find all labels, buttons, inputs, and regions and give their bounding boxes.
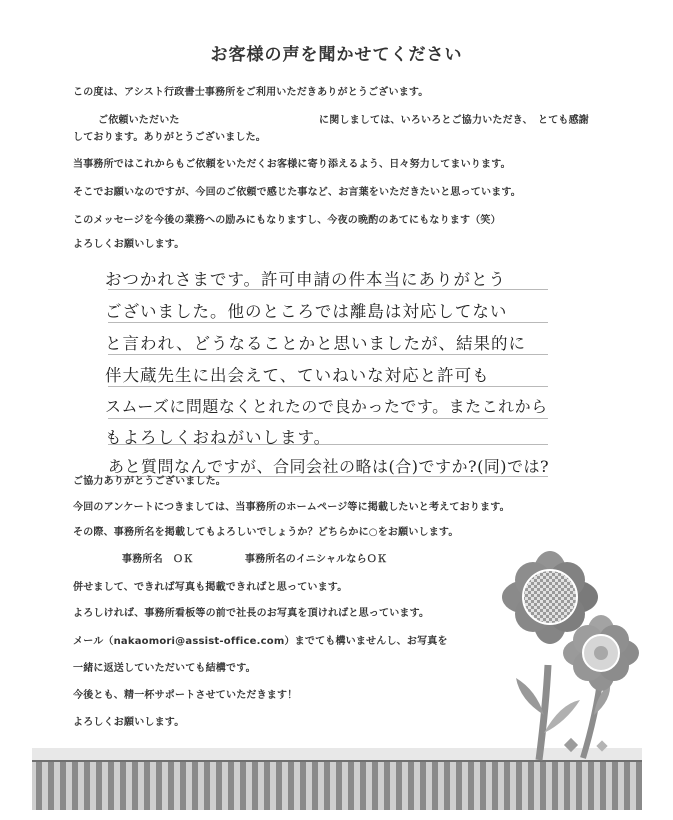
intro-line: 当事務所ではこれからもご依頼をいただくお客様に寄り添えるよう、日々努力してまいります。 [73, 159, 511, 170]
handwritten-line: と言われ、どうなることかと思いましたが、結果的に [105, 334, 526, 353]
mail-line: 一緒に返送していただいても結構です。 [73, 663, 256, 674]
handwritten-line: ございました。他のところでは離島は対応してない [105, 302, 508, 321]
intro-line: しております。ありがとうございました。 [73, 132, 266, 143]
option-initials: 事務所名のイニシャルならＯＫ [245, 554, 388, 565]
intro-line: この度は、アシスト行政書士事務所をご利用いただきありがとうございます。 [73, 87, 429, 98]
leaf-icon [516, 678, 544, 715]
request-label: ご依頼いただいた [98, 115, 180, 126]
choice-line: その際、事務所名を掲載してもよろしいでしょうか？どちらかに○をお願いします。 [73, 527, 459, 538]
intro-line: そこでお願いなのですが、今回のご依頼で感じた事など、お言葉をいただきたいと思っています。 [73, 187, 521, 198]
handwritten-line: スムーズに問題なくとれたので良かったです。またこれから [105, 397, 548, 416]
band-border [32, 760, 642, 762]
intro-line: よろしくお願いします。 [73, 239, 185, 250]
intro-line: に関しましては、いろいろとご協力いただき、 とても感謝 [319, 115, 589, 126]
survey-line: 今回のアンケートにつきましては、当事務所のホームページ等に掲載したいと考えております。 [73, 502, 510, 513]
page-title: お客様の声を聞かせてください [210, 45, 463, 65]
email-line: メール（nakaomori@assist-office.com）までても構いませんし、お写真を [73, 636, 448, 647]
request-line: よろしければ、事務所看板等の前で社長のお写真を頂ければと思っています。 [73, 608, 430, 619]
support-line: 今後とも、精一杯サポートさせていただきます！ [73, 690, 298, 701]
handwritten-question: あと質問なんですが、合同会社の略は(合)ですか?(同)では? [108, 457, 550, 476]
handwritten-line: もよろしくおねがいします。 [105, 428, 332, 447]
handwritten-line: おつかれさまです。許可申請の件本当にありがとう [105, 270, 507, 289]
intro-line: このメッセージを今後の業務への励みにもなりますし、今夜の晩酌のあてにもなります（笑） [73, 215, 501, 226]
regards-line: よろしくお願いします。 [73, 717, 185, 728]
thanks-line: ご協力ありがとうございました。 [73, 476, 226, 487]
leaf-icon [544, 700, 580, 733]
striped-band [32, 760, 642, 810]
band-top [32, 748, 642, 762]
photo-line: 併せまして、できれば写真も掲載できればと思っています。 [73, 582, 348, 593]
option-office-name: 事務所名 ＯＫ [122, 554, 194, 565]
handwritten-line: 伴大蔵先生に出会えて、ていねいな対応と許可も [105, 366, 490, 385]
